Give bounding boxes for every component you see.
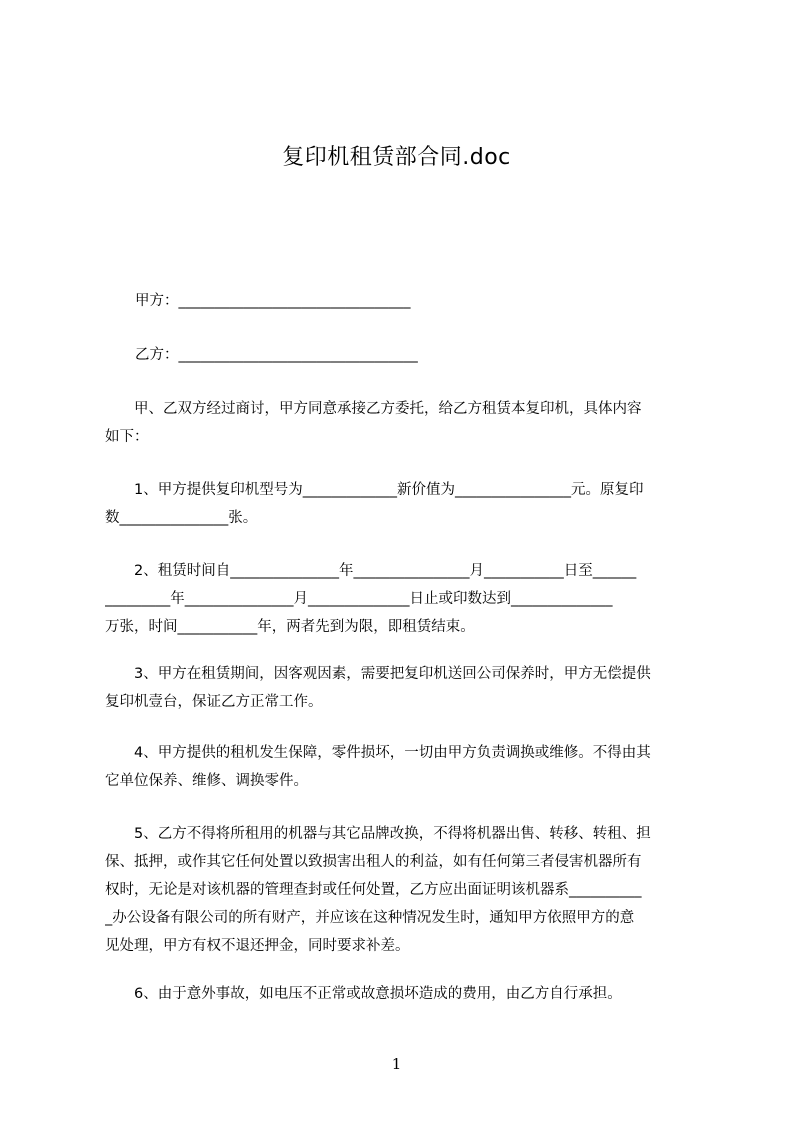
text-line: 数_______________张。 bbox=[105, 510, 258, 526]
clause-5 bbox=[105, 820, 710, 960]
text-line: 5、乙方不得将所租用的机器与其它品牌改换，不得将机器出售、转移、转租、担 bbox=[105, 826, 651, 842]
clause-4 bbox=[105, 739, 710, 795]
text-line: _________年_______________月______________日止或印数达到______________ bbox=[105, 591, 613, 607]
document-title: 复印机租赁部合同.doc bbox=[282, 145, 511, 170]
clause-2 bbox=[105, 557, 710, 641]
text-line: 见处理，甲方有权不退还押金，同时要求补差。 bbox=[105, 938, 410, 954]
clause-3 bbox=[105, 660, 710, 716]
text-line: 6、由于意外事故，如电压不正常或故意损坏造成的费用，由乙方自行承担。 bbox=[105, 986, 622, 1002]
text-line: 万张，时间___________年，两者先到为限，即租赁结束。 bbox=[105, 619, 475, 635]
text-line: 甲、乙双方经过商讨，甲方同意承接乙方委托，给乙方租赁本复印机，具体内容 bbox=[105, 401, 642, 417]
text-line: 2、租赁时间自_______________年________________月___________日至______ bbox=[105, 563, 637, 579]
party-a-line: 甲方：________________________________ bbox=[135, 293, 411, 309]
text-line: 复印机壹台，保证乙方正常工作。 bbox=[105, 694, 323, 710]
text-line: 如下： bbox=[105, 429, 149, 445]
clause-1 bbox=[105, 476, 710, 532]
page-number: 1 bbox=[391, 1055, 402, 1073]
clause-6 bbox=[105, 980, 710, 1008]
text-line: 1、甲方提供复印机型号为_____________新价值为________________元。原复印 bbox=[105, 482, 644, 498]
text-line: 权时，无论是对该机器的管理查封或任何处置，乙方应出面证明该机器系__________ bbox=[105, 882, 642, 898]
text-line: 它单位保养、维修、调换零件。 bbox=[105, 773, 308, 789]
text-line: _办公设备有限公司的所有财产，并应该在这种情况发生时，通知甲方依照甲方的意 bbox=[105, 910, 635, 926]
text-line: 3、甲方在租赁期间，因客观因素，需要把复印机送回公司保养时，甲方无偿提供 bbox=[105, 666, 651, 682]
text-line: 4、甲方提供的租机发生保障，零件损坏，一切由甲方负责调换或维修。不得由其 bbox=[105, 745, 651, 761]
intro-paragraph bbox=[105, 395, 710, 451]
text-line: 保、抵押，或作其它任何处置以致损害出租人的利益，如有任何第三者侵害机器所有 bbox=[105, 854, 642, 870]
party-b-line: 乙方：_________________________________ bbox=[135, 347, 418, 363]
